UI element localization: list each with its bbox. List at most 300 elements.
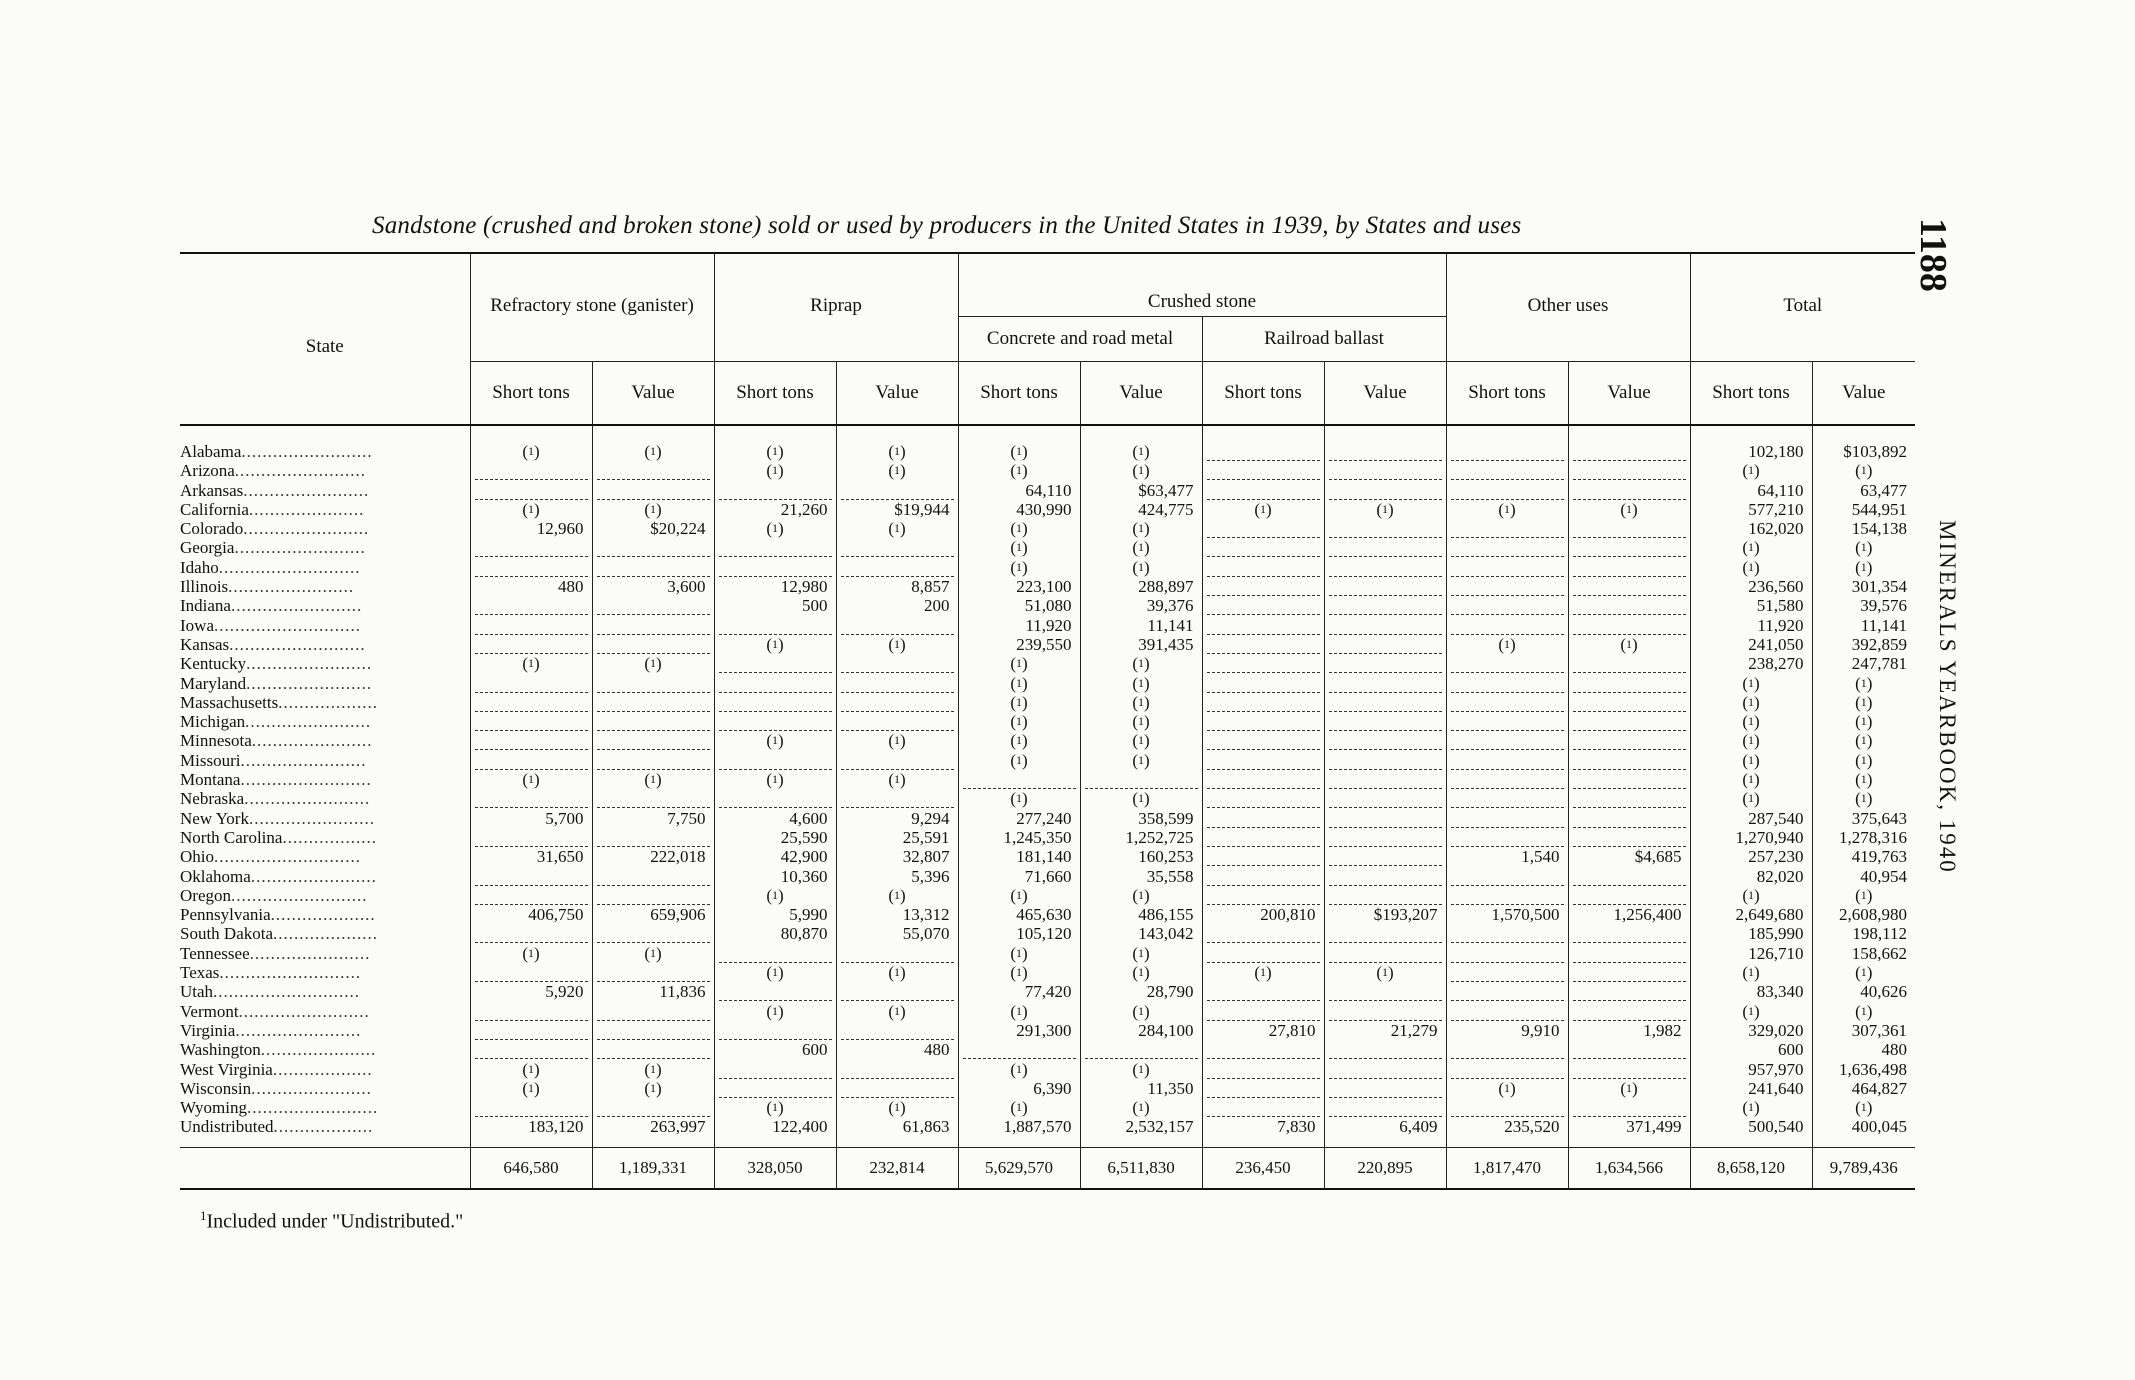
table-cell: [1333, 1098, 1438, 1117]
table-cell: [1577, 828, 1682, 847]
table-cell: 83,340: [1756, 982, 1804, 1002]
table-cell: ($^1$): [1855, 461, 1873, 481]
table-cell: 236,560: [1748, 577, 1804, 597]
table-cell: ($^1$): [1855, 770, 1873, 790]
table-cell: ($^1$): [1742, 963, 1760, 983]
table-cell: [1211, 674, 1316, 693]
table-cell: [479, 1098, 584, 1117]
table-cell: ($^1$): [1010, 750, 1028, 770]
table-cell: 6,390: [1033, 1078, 1072, 1098]
state-name: Oregon..........................: [180, 885, 368, 905]
table-cell: 464,827: [1851, 1078, 1908, 1098]
table-cell: 287,540: [1748, 808, 1804, 828]
table-cell: ($^1$): [766, 442, 784, 461]
table-cell: ($^1$): [1376, 499, 1394, 519]
table-cell: [845, 654, 950, 673]
total-cell: 1,189,331: [592, 1147, 714, 1189]
table-cell: [479, 596, 584, 615]
table-cell: [1333, 982, 1438, 1001]
table-cell: [1455, 1002, 1560, 1021]
header-subcolumns: [180, 362, 1915, 426]
table-cell: [1577, 751, 1682, 770]
header-concrete: Concrete and road metal: [958, 317, 1202, 362]
table-cell: ($^1$): [888, 1001, 906, 1021]
table-cell: 1,570,500: [1491, 905, 1560, 925]
total-cell: 328,050: [714, 1147, 836, 1189]
table-cell: [723, 1079, 828, 1098]
table-cell: [1333, 442, 1438, 461]
table-cell: 12,960: [536, 519, 584, 539]
table-cell: [1333, 693, 1438, 712]
table-cell: [1333, 789, 1438, 808]
table-cell: 12,980: [780, 577, 828, 597]
table-cell: [601, 1040, 706, 1059]
state-name: North Carolina..................: [180, 827, 377, 847]
table-cell: [723, 982, 828, 1001]
table-cell: ($^1$): [1620, 634, 1638, 654]
table-cell: [1211, 809, 1316, 828]
table-cell: 11,920: [1757, 615, 1804, 635]
table-cell: [1577, 1060, 1682, 1079]
table-cell: [601, 1002, 706, 1021]
state-name: Arkansas........................: [180, 480, 370, 500]
table-cell: [1211, 731, 1316, 750]
table-cell: 301,354: [1851, 577, 1908, 597]
table-cell: ($^1$): [1855, 1001, 1873, 1021]
table-row: [180, 425, 1915, 1147]
data-column: [958, 425, 1080, 1147]
table-cell: ($^1$): [644, 1059, 662, 1079]
table-cell: [845, 693, 950, 712]
table-cell: [1455, 809, 1560, 828]
table-cell: ($^1$): [1742, 789, 1760, 809]
state-name: Undistributed...................: [180, 1117, 374, 1137]
table-cell: ($^1$): [644, 499, 662, 519]
table-cell: 183,120: [528, 1117, 584, 1137]
table-cell: [1577, 1098, 1682, 1117]
data-column: [470, 425, 592, 1147]
table-cell: ($^1$): [522, 943, 540, 963]
data-column: [1202, 425, 1324, 1147]
table-cell: [1455, 731, 1560, 750]
table-cell: 143,042: [1138, 924, 1194, 944]
table-cell: [1333, 847, 1438, 866]
table-cell: 430,990: [1016, 499, 1072, 519]
table-cell: [1577, 944, 1682, 963]
table-cell: [479, 1021, 584, 1040]
total-cell: 236,450: [1202, 1147, 1324, 1189]
table-cell: 1,982: [1643, 1020, 1682, 1040]
table-cell: 11,350: [1147, 1078, 1194, 1098]
table-cell: ($^1$): [1620, 1078, 1638, 1098]
table-cell: 5,396: [911, 866, 950, 886]
table-cell: 51,080: [1024, 596, 1072, 616]
table-cell: [479, 558, 584, 577]
total-cell: 232,814: [836, 1147, 958, 1189]
table-cell: ($^1$): [1254, 963, 1272, 983]
table-cell: [1577, 674, 1682, 693]
table-cell: [601, 1098, 706, 1117]
table-cell: [845, 712, 950, 731]
table-cell: ($^1$): [1498, 499, 1516, 519]
table-cell: ($^1$): [766, 885, 784, 905]
table-cell: 329,020: [1748, 1020, 1804, 1040]
table-cell: 39,576: [1860, 596, 1908, 616]
table-cell: ($^1$): [766, 1098, 784, 1118]
table-cell: ($^1$): [1010, 557, 1028, 577]
table-cell: [1211, 828, 1316, 847]
table-cell: ($^1$): [1010, 885, 1028, 905]
table-cell: [1577, 1002, 1682, 1021]
table-cell: ($^1$): [1132, 673, 1150, 693]
table-cell: [1577, 693, 1682, 712]
table-cell: $4,685: [1634, 847, 1682, 867]
table-cell: [1577, 731, 1682, 750]
table-cell: ($^1$): [888, 963, 906, 983]
table-cell: 1,887,570: [1003, 1117, 1072, 1137]
table-cell: 480: [1881, 1040, 1908, 1060]
table-cell: ($^1$): [766, 519, 784, 539]
table-cell: [1333, 944, 1438, 963]
table-cell: [479, 616, 584, 635]
totals-section: [180, 1147, 1915, 1189]
table-cell: 307,361: [1851, 1020, 1908, 1040]
total-cell: 5,629,570: [958, 1147, 1080, 1189]
table-cell: [601, 538, 706, 557]
table-cell: ($^1$): [1132, 963, 1150, 983]
state-name: Kansas..........................: [180, 634, 366, 654]
table-cell: [1577, 712, 1682, 731]
table-cell: [1333, 461, 1438, 480]
table-cell: [1211, 693, 1316, 712]
table-cell: [1577, 654, 1682, 673]
table-cell: ($^1$): [1010, 1059, 1028, 1079]
state-name: Oklahoma........................: [180, 866, 377, 886]
table-cell: [723, 654, 828, 673]
table-cell: [845, 481, 950, 500]
header-value: Value: [592, 362, 714, 426]
header-railroad: Railroad ballast: [1202, 317, 1446, 362]
table-cell: [1333, 635, 1438, 654]
header-state: State: [305, 336, 344, 358]
table-cell: [1333, 770, 1438, 789]
table-body: [180, 425, 1915, 1147]
table-cell: [479, 924, 584, 943]
table-cell: 11,836: [659, 982, 706, 1002]
table-cell: [601, 635, 706, 654]
table-cell: [1455, 1040, 1560, 1059]
state-name: Nebraska........................: [180, 789, 371, 809]
table-cell: [1211, 519, 1316, 538]
table-cell: 55,070: [902, 924, 950, 944]
total-cell: 8,658,120: [1690, 1147, 1812, 1189]
table-cell: ($^1$): [888, 770, 906, 790]
table-cell: ($^1$): [766, 1001, 784, 1021]
header-value: Value: [1568, 362, 1690, 426]
table-cell: 419,763: [1851, 847, 1908, 867]
table-cell: ($^1$): [1742, 557, 1760, 577]
table-cell: ($^1$): [1620, 499, 1638, 519]
table-cell: 28,790: [1146, 982, 1194, 1002]
table-cell: [723, 1060, 828, 1079]
table-cell: ($^1$): [766, 963, 784, 983]
table-cell: 291,300: [1016, 1020, 1072, 1040]
header-short-tons: Short tons: [714, 362, 836, 426]
table-cell: ($^1$): [1010, 963, 1028, 983]
table-cell: [845, 674, 950, 693]
table-cell: [1333, 1079, 1438, 1098]
state-name: Georgia.........................: [180, 538, 366, 558]
state-name: Utah............................: [180, 982, 361, 1002]
state-name: Ohio............................: [180, 847, 361, 867]
table-cell: ($^1$): [1132, 442, 1150, 461]
table-cell: ($^1$): [888, 519, 906, 539]
table-cell: [845, 558, 950, 577]
footnote: [200, 1208, 463, 1234]
table-cell: ($^1$): [1010, 538, 1028, 558]
table-cell: [601, 674, 706, 693]
table-cell: [479, 1002, 584, 1021]
table-cell: [845, 538, 950, 557]
data-column: [1568, 425, 1690, 1147]
table-cell: [601, 867, 706, 886]
table-cell: [1577, 461, 1682, 480]
table-cell: ($^1$): [888, 442, 906, 461]
table-cell: 4,600: [789, 808, 828, 828]
table-cell: 3,600: [667, 577, 706, 597]
table-cell: [1333, 809, 1438, 828]
table-cell: ($^1$): [1498, 1078, 1516, 1098]
table-cell: [479, 538, 584, 557]
table-cell: ($^1$): [1376, 963, 1394, 983]
table-cell: [1333, 828, 1438, 847]
table-cell: [1211, 944, 1316, 963]
total-cell: 646,580: [470, 1147, 592, 1189]
table-cell: [1333, 558, 1438, 577]
table-cell: 2,608,980: [1839, 905, 1908, 925]
state-name: Illinois........................: [180, 577, 355, 597]
table-cell: 6,409: [1399, 1117, 1438, 1137]
table-cell: ($^1$): [1855, 712, 1873, 732]
table-cell: $63,477: [1138, 480, 1194, 500]
data-column: [1324, 425, 1446, 1147]
state-name: Washington......................: [180, 1040, 377, 1060]
table-cell: 21,279: [1390, 1020, 1438, 1040]
table-cell: [1577, 596, 1682, 615]
table-cell: [601, 963, 706, 982]
table-cell: 7,750: [667, 808, 706, 828]
table-cell: ($^1$): [1855, 731, 1873, 751]
table-cell: [1211, 886, 1316, 905]
table-cell: [1577, 442, 1682, 461]
table-cell: 2,649,680: [1735, 905, 1804, 925]
table-cell: [845, 616, 950, 635]
table-cell: 1,540: [1521, 847, 1560, 867]
table-cell: 263,997: [650, 1117, 706, 1137]
state-name: Maryland........................: [180, 673, 373, 693]
footnote-text: Included under "Undistributed.": [206, 1210, 464, 1233]
table-cell: 371,499: [1626, 1117, 1682, 1137]
table-cell: 40,626: [1860, 982, 1908, 1002]
table-cell: [1455, 674, 1560, 693]
table-cell: 577,210: [1748, 499, 1804, 519]
table-cell: ($^1$): [1742, 770, 1760, 790]
table-cell: [601, 1021, 706, 1040]
table-cell: [601, 596, 706, 615]
table-cell: [1333, 519, 1438, 538]
state-name: California......................: [180, 499, 365, 519]
table-cell: ($^1$): [644, 442, 662, 461]
table-cell: 465,630: [1016, 905, 1072, 925]
table-cell: [967, 1040, 1072, 1059]
table-cell: ($^1$): [1855, 538, 1873, 558]
table-cell: ($^1$): [1132, 692, 1150, 712]
header-total: Total: [1690, 253, 1915, 362]
table-cell: ($^1$): [1742, 750, 1760, 770]
table-cell: [1455, 481, 1560, 500]
header-refractory: Refractory stone (ganister): [470, 253, 714, 362]
table-cell: 32,807: [902, 847, 950, 867]
table-cell: $19,944: [894, 499, 950, 519]
table-cell: [1211, 1002, 1316, 1021]
table-cell: ($^1$): [1742, 1001, 1760, 1021]
table-cell: 480: [558, 577, 584, 597]
table-cell: 257,230: [1748, 847, 1804, 867]
table-cell: [723, 1021, 828, 1040]
header-value: Value: [1324, 362, 1446, 426]
table-cell: 957,970: [1748, 1059, 1804, 1079]
table-cell: ($^1$): [1010, 789, 1028, 809]
table-cell: [1333, 538, 1438, 557]
table-cell: ($^1$): [1855, 557, 1873, 577]
table-cell: 9,294: [911, 808, 950, 828]
table-cell: [479, 481, 584, 500]
table-cell: [1577, 481, 1682, 500]
table-cell: [1211, 442, 1316, 461]
table-cell: 181,140: [1016, 847, 1072, 867]
table-cell: 7,830: [1277, 1117, 1316, 1137]
table-cell: 35,558: [1146, 866, 1194, 886]
state-name: Minnesota.......................: [180, 731, 373, 751]
data-column: [714, 425, 836, 1147]
totals-label: [180, 1147, 470, 1189]
table-cell: [1455, 558, 1560, 577]
table-cell: [723, 674, 828, 693]
table-cell: ($^1$): [1855, 750, 1873, 770]
table-cell: ($^1$): [1742, 731, 1760, 751]
table-cell: 105,120: [1016, 924, 1072, 944]
table-cell: [1089, 1040, 1194, 1059]
table-cell: ($^1$): [766, 770, 784, 790]
table-cell: [723, 789, 828, 808]
table-cell: 8,857: [911, 577, 950, 597]
table-cell: 39,376: [1146, 596, 1194, 616]
table-cell: [1211, 558, 1316, 577]
table-cell: [967, 770, 1072, 789]
table-cell: [1211, 1079, 1316, 1098]
table-cell: 1,636,498: [1839, 1059, 1908, 1079]
table-cell: [479, 693, 584, 712]
table-cell: ($^1$): [1010, 1001, 1028, 1021]
table-cell: 480: [924, 1040, 950, 1060]
table-cell: ($^1$): [888, 1098, 906, 1118]
table-cell: ($^1$): [1742, 712, 1760, 732]
table-cell: 392,859: [1851, 634, 1908, 654]
table-cell: ($^1$): [522, 1078, 540, 1098]
table-cell: 25,590: [780, 827, 828, 847]
table-cell: 154,138: [1851, 519, 1908, 539]
table-cell: [1577, 616, 1682, 635]
table-cell: 1,256,400: [1613, 905, 1682, 925]
state-name: South Dakota....................: [180, 924, 379, 944]
total-cell: 220,895: [1324, 1147, 1446, 1189]
table-cell: 600: [1778, 1040, 1804, 1060]
state-name: Alabama.........................: [180, 442, 373, 461]
table-cell: 102,180: [1748, 442, 1804, 461]
page-number: 1188: [1912, 218, 1954, 292]
table-cell: [601, 751, 706, 770]
table-cell: 162,020: [1748, 519, 1804, 539]
table-cell: ($^1$): [1010, 943, 1028, 963]
data-column: [1080, 425, 1202, 1147]
table-cell: [1577, 867, 1682, 886]
table-cell: $103,892: [1843, 442, 1908, 461]
table-cell: [1577, 770, 1682, 789]
table-cell: [1577, 577, 1682, 596]
state-name: Tennessee.......................: [180, 943, 371, 963]
table-cell: 64,110: [1025, 480, 1072, 500]
table-cell: [1577, 982, 1682, 1001]
header-other-uses: Other uses: [1446, 253, 1690, 362]
running-head: MINERALS YEARBOOK, 1940: [1935, 520, 1960, 874]
table-cell: 160,253: [1138, 847, 1194, 867]
table-cell: ($^1$): [1742, 692, 1760, 712]
footnote-marker: 1: [200, 1208, 207, 1223]
table-cell: 61,863: [902, 1117, 950, 1137]
table-cell: ($^1$): [1742, 673, 1760, 693]
header-short-tons: Short tons: [958, 362, 1080, 426]
state-name: Kentucky........................: [180, 654, 373, 674]
table-cell: 5,990: [789, 905, 828, 925]
table-cell: 64,110: [1757, 480, 1804, 500]
table-cell: [1577, 963, 1682, 982]
table-cell: ($^1$): [1010, 519, 1028, 539]
table-cell: [601, 712, 706, 731]
table-cell: 400,045: [1851, 1117, 1908, 1137]
table-cell: 500: [802, 596, 828, 616]
table-cell: [723, 944, 828, 963]
table-cell: [601, 924, 706, 943]
table-cell: 200,810: [1260, 905, 1316, 925]
table-cell: ($^1$): [1742, 885, 1760, 905]
table-cell: [1211, 751, 1316, 770]
table-cell: [1455, 944, 1560, 963]
table-cell: [1577, 924, 1682, 943]
table-cell: [1455, 886, 1560, 905]
table-cell: 200: [924, 596, 950, 616]
state-name: Michigan........................: [180, 712, 372, 732]
state-name: Idaho...........................: [180, 557, 361, 577]
table-cell: 241,640: [1748, 1078, 1804, 1098]
table-cell: [845, 982, 950, 1001]
table-cell: ($^1$): [1855, 885, 1873, 905]
state-name: Arizona.........................: [180, 461, 367, 481]
table-cell: 1,245,350: [1003, 827, 1072, 847]
table-cell: 424,775: [1138, 499, 1194, 519]
state-name: Colorado........................: [180, 519, 370, 539]
table-cell: ($^1$): [1132, 885, 1150, 905]
table-cell: ($^1$): [1855, 963, 1873, 983]
